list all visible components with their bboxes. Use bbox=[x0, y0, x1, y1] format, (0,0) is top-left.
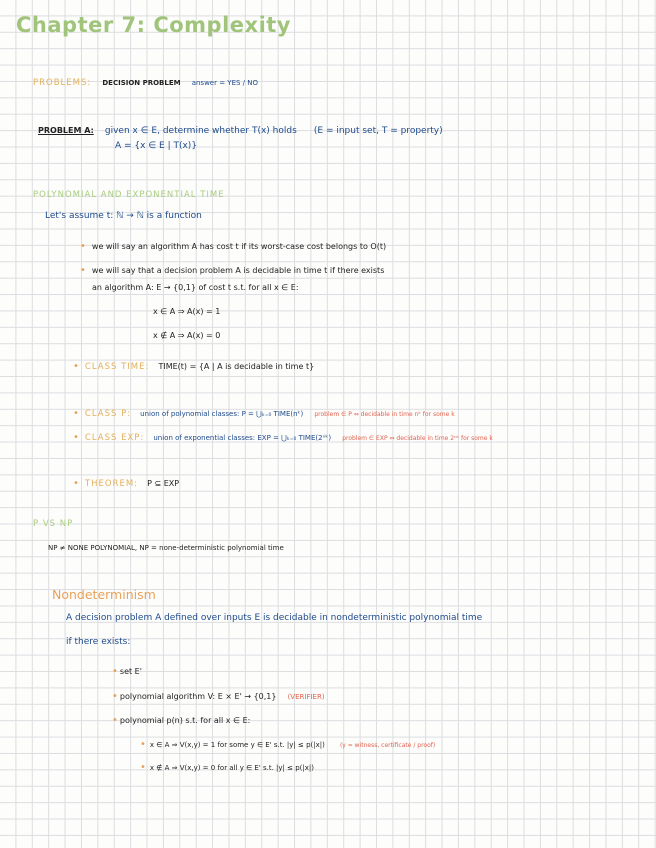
problem-a-label: PROBLEM A: bbox=[38, 126, 94, 135]
nondet-item1 bbox=[112, 661, 142, 677]
nondet-item2 bbox=[112, 686, 325, 702]
bullet-icon: • bbox=[80, 241, 86, 252]
theorem-label: THEOREM: bbox=[84, 479, 139, 489]
bullet-icon: • bbox=[80, 265, 86, 276]
nondet-item2-text: polynomial algorithm V: E × E' → {0,1} bbox=[119, 692, 277, 701]
class-p-label: CLASS P: bbox=[84, 409, 132, 419]
poly-exp-assume: Let's assume t: ℕ → ℕ is a function bbox=[45, 211, 202, 221]
nondet-item3-text: polynomial p(n) s.t. for all x ∈ E: bbox=[119, 716, 251, 725]
poly-exp-bullet2b: an algorithm A: E → {0,1} of cost t s.t. for all x ∈ E: bbox=[92, 283, 299, 292]
bullet-icon: • bbox=[73, 408, 79, 419]
nondet-sub2-text: x ∉ A ⇒ V(x,y) = 0 for all y ∈ E' s.t. |y| ≤ p(|x|) bbox=[149, 764, 314, 772]
theorem-text: P ⊆ EXP bbox=[147, 479, 180, 488]
class-exp-note: problem ∈ EXP ⇔ decidable in time 2ⁿᵏ for some k bbox=[342, 435, 493, 442]
problem-a-row bbox=[38, 120, 443, 136]
bullet-icon: • bbox=[140, 762, 146, 773]
bullet2-text: we will say that a decision problem A is decidable in time t if there exists bbox=[91, 266, 385, 275]
nondet-sub1-note: (y = witness, certificate / proof) bbox=[339, 742, 436, 749]
problems-row bbox=[33, 72, 258, 88]
bullet-icon: • bbox=[73, 361, 79, 372]
problems-text: DECISION PROBLEM bbox=[102, 79, 181, 87]
p-vs-np-header: P VS NP bbox=[33, 519, 74, 529]
nondet-sub2 bbox=[140, 757, 314, 773]
nondet-line1: A decision problem A defined over inputs E is decidable in nondeterministic polynomial time bbox=[66, 613, 483, 623]
class-time-label: CLASS TIME: bbox=[84, 362, 150, 372]
class-exp-row bbox=[73, 427, 493, 443]
poly-exp-header: POLYNOMIAL AND EXPONENTIAL TIME bbox=[33, 190, 225, 200]
nondeterminism-header: Nondeterminism bbox=[52, 587, 156, 602]
class-exp-text: union of exponential classes: EXP = ⋃ₖ₌₀ TIME(2ⁿᵏ) bbox=[153, 434, 332, 442]
class-time-row bbox=[73, 356, 314, 372]
page-title: Chapter 7: Complexity bbox=[16, 13, 291, 37]
theorem-row bbox=[73, 473, 179, 489]
poly-exp-bullet1 bbox=[80, 236, 386, 252]
bullet-icon: • bbox=[73, 478, 79, 489]
problem-a-note: (E = input set, T = property) bbox=[313, 126, 443, 136]
nondet-line2: if there exists: bbox=[66, 637, 131, 647]
nondet-item1-text: set E' bbox=[119, 667, 142, 676]
class-p-text: union of polynomial classes: P = ⋃ₖ₌₀ TIME(nᵏ) bbox=[140, 410, 304, 418]
poly-exp-cond2: x ∉ A ⇒ A(x) = 0 bbox=[153, 331, 221, 340]
problem-a-text: given x ∈ E, determine whether T(x) holds bbox=[104, 126, 297, 136]
class-p-row bbox=[73, 403, 455, 419]
bullet-icon: • bbox=[73, 432, 79, 443]
problem-a-set: A = {x ∈ E | T(x)} bbox=[115, 141, 198, 151]
p-vs-np-text: NP ≠ NONE POLYNOMIAL, NP = none-deterministic polynomial time bbox=[48, 544, 284, 552]
bullet1-text: we will say an algorithm A has cost t if its worst-case cost belongs to O(t) bbox=[91, 242, 387, 251]
class-exp-label: CLASS EXP: bbox=[84, 433, 145, 443]
problems-answer: answer = YES / NO bbox=[191, 79, 258, 87]
nondet-sub1-text: x ∈ A ⇒ V(x,y) = 1 for some y ∈ E' s.t. |y| ≤ p(|x|) bbox=[149, 741, 325, 749]
nondet-item3 bbox=[112, 710, 250, 726]
poly-exp-cond1: x ∈ A ⇒ A(x) = 1 bbox=[153, 307, 221, 316]
bullet-icon: • bbox=[112, 691, 118, 702]
class-time-text: TIME(t) = {A | A is decidable in time t} bbox=[158, 362, 315, 371]
nondet-item2-note: (VERIFIER) bbox=[287, 693, 325, 701]
nondet-sub1 bbox=[140, 734, 435, 750]
poly-exp-bullet2 bbox=[80, 260, 384, 276]
bullet-icon: • bbox=[140, 739, 146, 750]
class-p-note: problem ∈ P ⇔ decidable in time nᵏ for some k bbox=[314, 411, 455, 418]
problems-label: PROBLEMS: bbox=[33, 78, 92, 88]
bullet-icon: • bbox=[112, 715, 118, 726]
bullet-icon: • bbox=[112, 666, 118, 677]
